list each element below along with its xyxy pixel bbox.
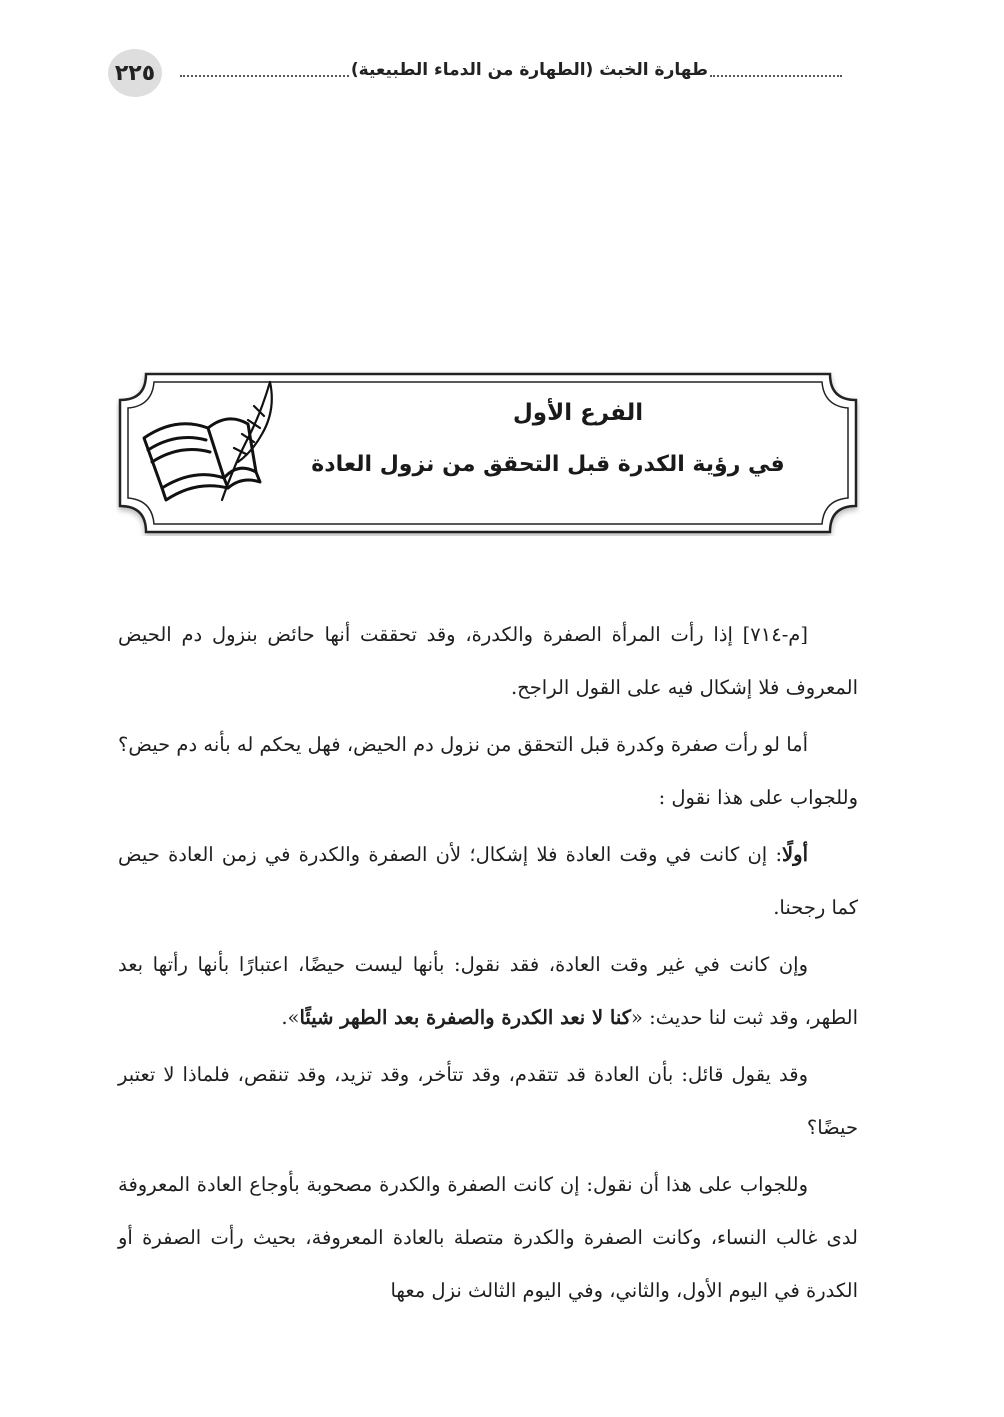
paragraph: [118, 718, 858, 824]
header-dots-left: [180, 63, 349, 77]
page-number: ٢٢٥: [108, 49, 162, 97]
paragraph-text: وإن كانت في غير وقت العادة، فقد نقول: بأنها ليست حيضًا، اعتبارًا بأنها رأتها بعد الطهر، وقد ثبت لنا حديث: «: [118, 953, 858, 1029]
hadith-quote: كنا لا نعد الكدرة والصفرة بعد الطهر شيئًا: [299, 1006, 632, 1029]
paragraph: [118, 828, 858, 934]
header-dots-right: [710, 63, 842, 77]
running-header: [108, 46, 844, 100]
section-heading: [296, 400, 800, 477]
section-title-box: [116, 370, 860, 536]
paragraph-text: وللجواب على هذا أن نقول: إن كانت الصفرة والكدرة مصحوبة بأوجاع العادة المعروفة لدى غالب النساء، وكانت الصفرة والكدرة متصلة بالعادة المعروفة، بحيث رأت الصفرة أو الكدرة في اليوم الأول، والثاني، وفي اليوم الثالث نزل معها: [118, 1173, 858, 1302]
paragraph: [118, 1048, 858, 1154]
paragraph-lead: أولًا: [782, 843, 808, 866]
paragraph-text: [م-٧١٤] إذا رأت المرأة الصفرة والكدرة، وقد تحققت أنها حائض بنزول دم الحيض المعروف فلا إشكال فيه على القول الراجح.: [118, 623, 858, 699]
running-title: طهارة الخبث (الطهارة من الدماء الطبيعية): [350, 60, 708, 80]
book-quill-icon: [136, 376, 276, 506]
paragraph: [118, 938, 858, 1044]
paragraph: [118, 608, 858, 714]
section-title: الفرع الأول: [512, 400, 644, 426]
paragraph-text: أما لو رأت صفرة وكدرة قبل التحقق من نزول دم الحيض، فهل يحكم له بأنه دم حيض؟ وللجواب على هذا نقول :: [118, 733, 858, 809]
body-text: [118, 608, 858, 1321]
paragraph-text: : إن كانت في وقت العادة فلا إشكال؛ لأن الصفرة والكدرة في زمن العادة حيض كما رجحنا.: [118, 843, 858, 919]
paragraph-text: وقد يقول قائل: بأن العادة قد تتقدم، وقد تتأخر، وقد تزيد، وقد تنقص، فلماذا لا تعتبر حيضًا؟: [118, 1063, 858, 1139]
header-line: [178, 60, 844, 80]
section-subtitle: في رؤية الكدرة قبل التحقق من نزول العادة: [311, 452, 785, 477]
paragraph: [118, 1158, 858, 1317]
paragraph-text: ».: [281, 1006, 300, 1029]
